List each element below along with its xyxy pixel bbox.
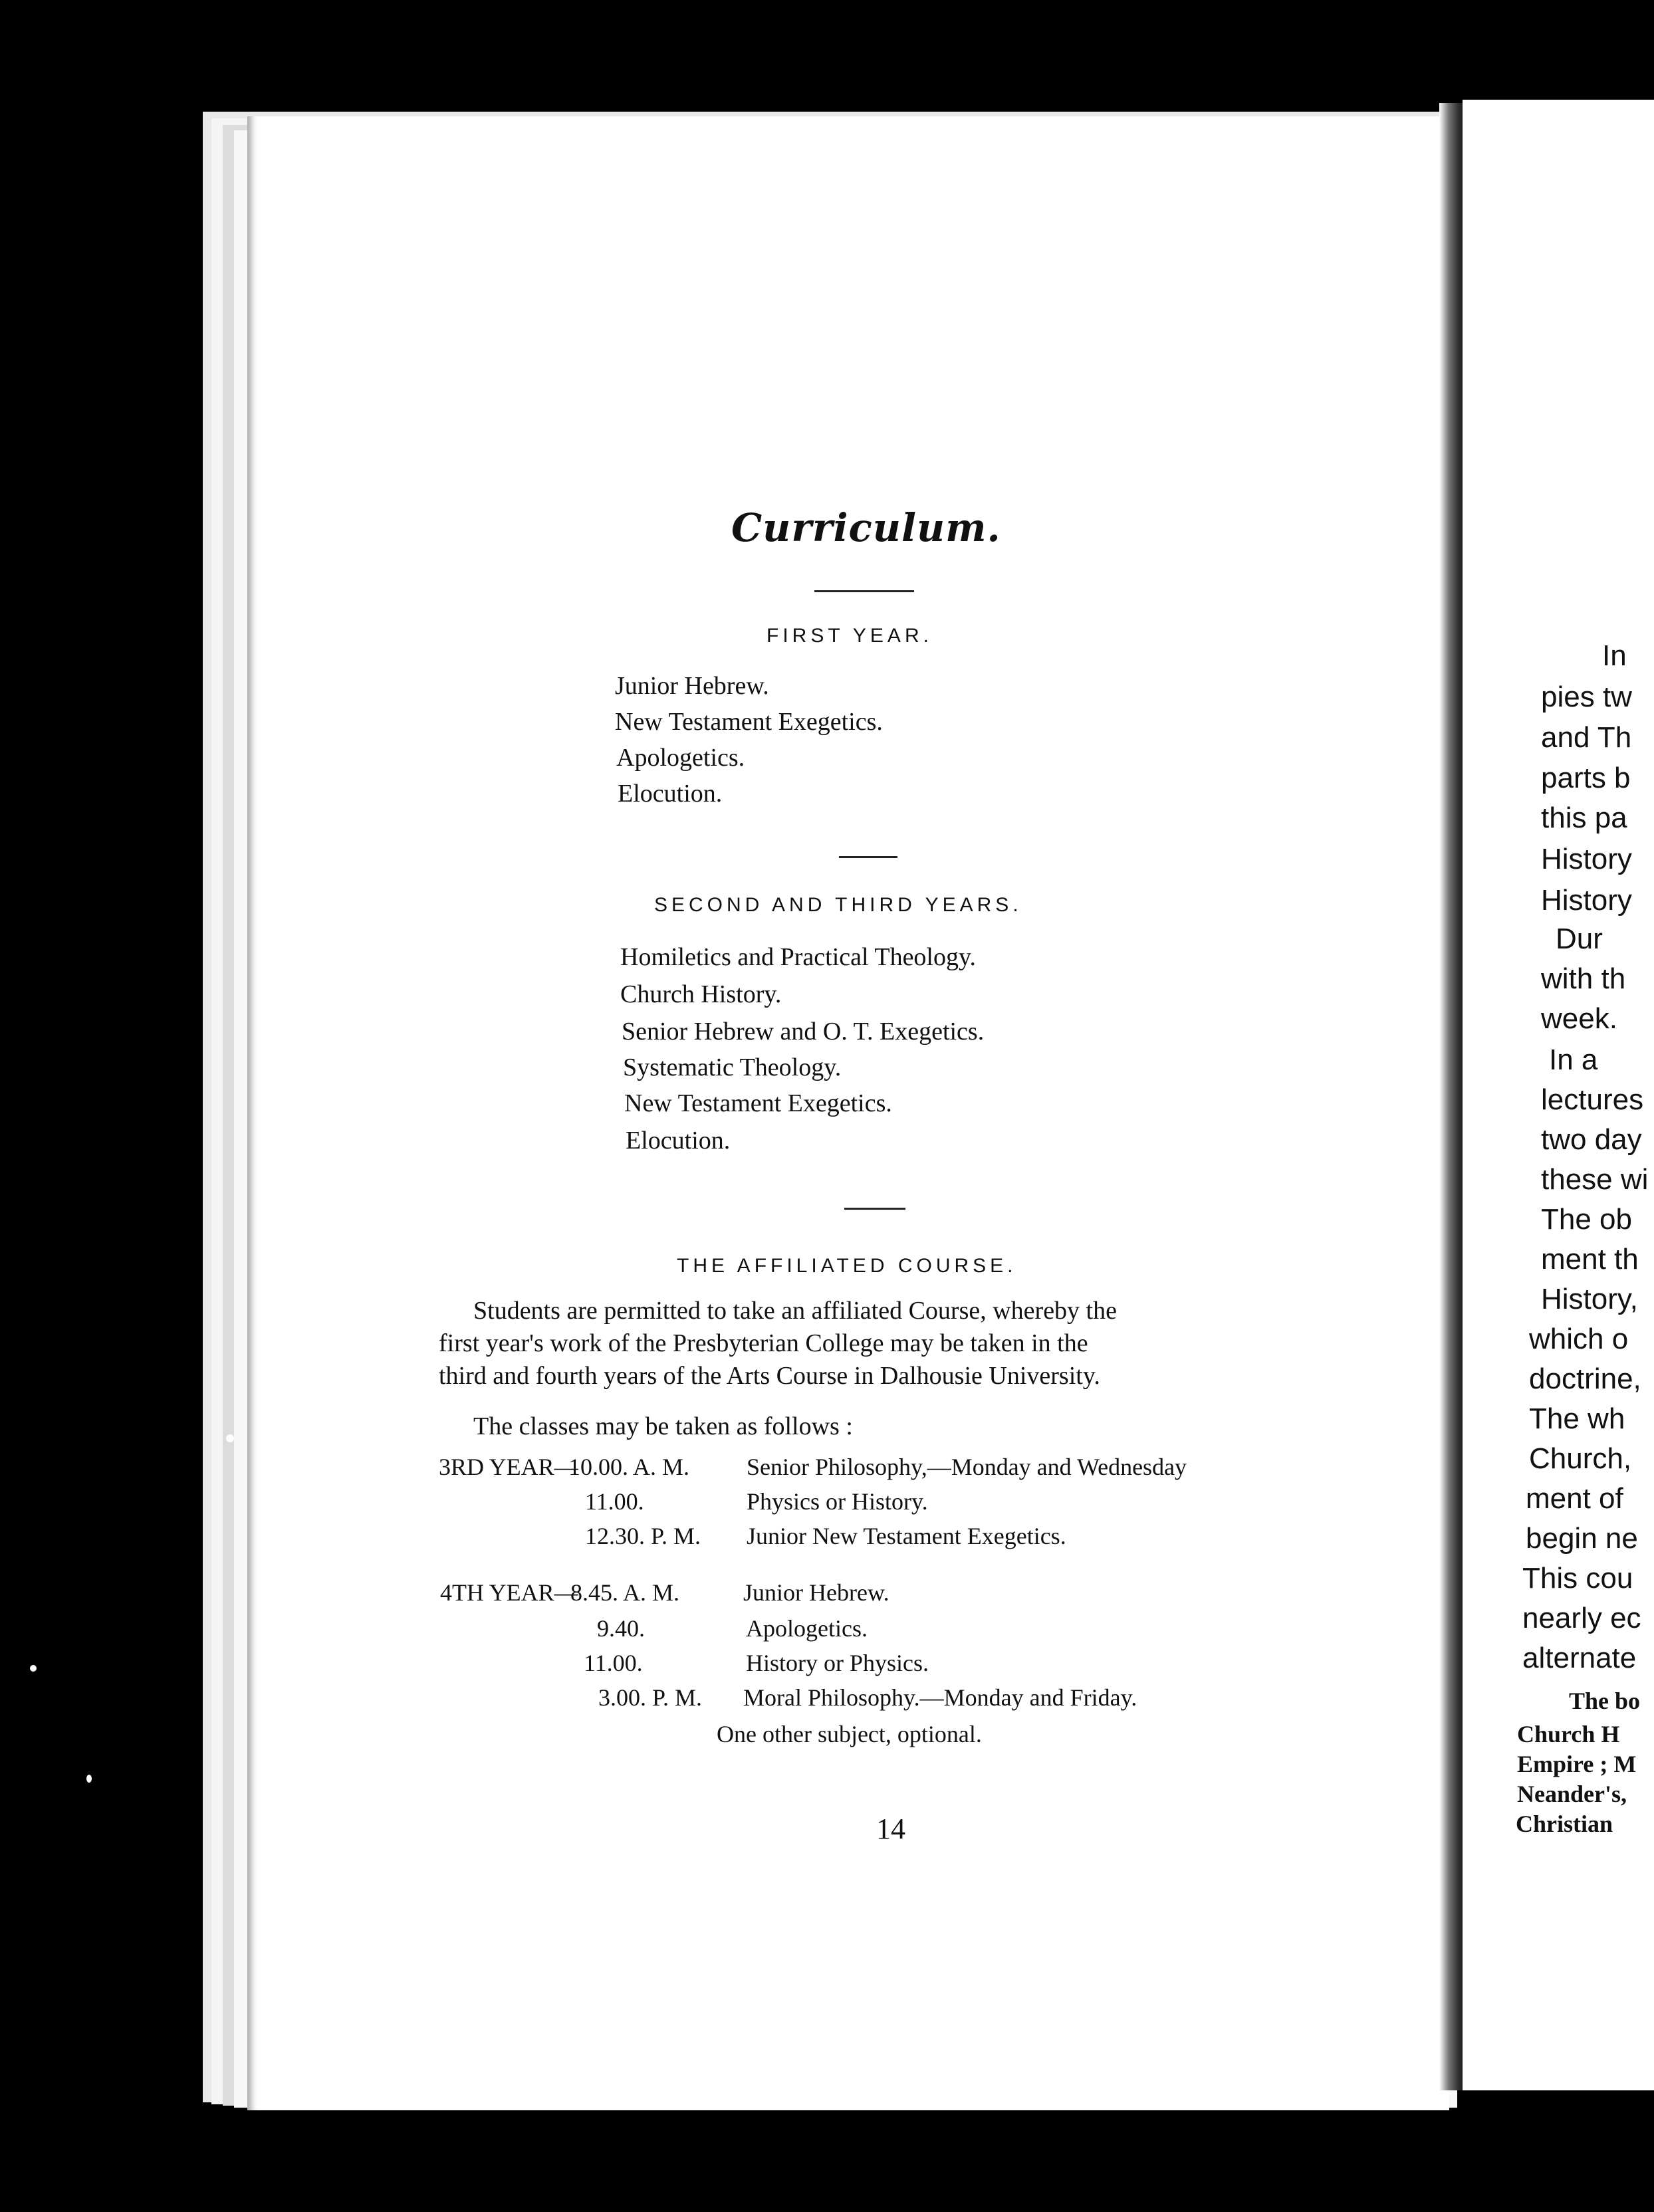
course-item: New Testament Exegetics. bbox=[615, 708, 883, 736]
schedule-time: 10.00. A. M. bbox=[568, 1454, 690, 1480]
book-gutter bbox=[1439, 103, 1466, 2090]
text-line: alternate bbox=[1522, 1642, 1637, 1674]
course-item: Apologetics. bbox=[616, 744, 745, 772]
course-item: Homiletics and Practical Theology. bbox=[620, 943, 977, 971]
section-heading: SECOND AND THIRD YEARS. bbox=[654, 894, 1022, 916]
text-line: This cou bbox=[1522, 1562, 1633, 1595]
schedule-time: 11.00. bbox=[585, 1488, 644, 1515]
paragraph-line: first year's work of the Presbyterian College may be taken in the bbox=[439, 1329, 1088, 1357]
text-line: two day bbox=[1541, 1123, 1642, 1156]
text-line: which o bbox=[1529, 1323, 1629, 1355]
text-line: In a bbox=[1549, 1044, 1598, 1076]
text-line: In bbox=[1602, 639, 1627, 672]
schedule-time: 8.45. A. M. bbox=[570, 1579, 680, 1606]
schedule-time: 9.40. bbox=[597, 1615, 645, 1642]
schedule-subject: Senior Philosophy,—Monday and Wednesday bbox=[747, 1454, 1187, 1480]
schedule-time: 12.30. P. M. bbox=[585, 1523, 701, 1549]
schedule-note: One other subject, optional. bbox=[717, 1721, 982, 1747]
text-line: History, bbox=[1541, 1283, 1638, 1315]
footnote-line: Neander's, bbox=[1517, 1781, 1627, 1807]
text-line: this pa bbox=[1541, 802, 1627, 834]
schedule-year: 3RD YEAR— bbox=[439, 1454, 578, 1480]
schedule-subject: Moral Philosophy.—Monday and Friday. bbox=[743, 1684, 1137, 1711]
course-item: Systematic Theology. bbox=[623, 1053, 842, 1081]
paragraph-line: The classes may be taken as follows : bbox=[473, 1412, 853, 1440]
schedule-subject: Junior Hebrew. bbox=[743, 1579, 889, 1606]
text-line: The wh bbox=[1529, 1402, 1625, 1435]
text-line: ment th bbox=[1541, 1243, 1639, 1275]
text-line: ment of bbox=[1526, 1482, 1623, 1515]
scan-speck bbox=[226, 1434, 234, 1442]
footnote-line: The bo bbox=[1569, 1688, 1641, 1714]
course-item: Elocution. bbox=[618, 780, 723, 808]
schedule-time: 3.00. P. M. bbox=[598, 1684, 703, 1711]
schedule-subject: History or Physics. bbox=[746, 1650, 929, 1676]
text-line: begin ne bbox=[1526, 1522, 1638, 1555]
scan-speck bbox=[30, 1665, 37, 1672]
footnote-line: Church H bbox=[1517, 1721, 1620, 1747]
text-line: Church, bbox=[1529, 1442, 1632, 1475]
schedule-subject: Apologetics. bbox=[746, 1615, 868, 1642]
schedule-year: 4TH YEAR— bbox=[440, 1579, 578, 1606]
page-number: 14 bbox=[876, 1813, 905, 1845]
text-line: History bbox=[1541, 843, 1632, 875]
text-line: doctrine, bbox=[1529, 1363, 1641, 1395]
section-heading: FIRST YEAR. bbox=[767, 625, 933, 647]
course-item: Junior Hebrew. bbox=[615, 672, 769, 700]
schedule-time: 11.00. bbox=[584, 1650, 643, 1676]
text-line: with th bbox=[1541, 962, 1626, 995]
paragraph-line: third and fourth years of the Arts Course in Dalhousie University. bbox=[439, 1362, 1100, 1390]
course-item: Elocution. bbox=[626, 1127, 731, 1155]
text-line: these wi bbox=[1541, 1163, 1649, 1196]
section-heading: THE AFFILIATED COURSE. bbox=[677, 1255, 1017, 1277]
course-item: Senior Hebrew and O. T. Exegetics. bbox=[622, 1018, 985, 1046]
text-line: nearly ec bbox=[1522, 1602, 1641, 1634]
footnote-line: Empire ; M bbox=[1517, 1751, 1637, 1777]
text-line: The ob bbox=[1541, 1203, 1632, 1236]
course-item: Church History. bbox=[620, 980, 782, 1008]
course-item: New Testament Exegetics. bbox=[624, 1089, 892, 1117]
text-line: parts b bbox=[1541, 762, 1631, 794]
paragraph-line: Students are permitted to take an affiliated Course, whereby the bbox=[473, 1297, 1117, 1325]
footnote-line: Christian bbox=[1516, 1811, 1613, 1837]
page-title: Curriculum. bbox=[731, 505, 1001, 550]
divider bbox=[839, 856, 897, 858]
text-line: and Th bbox=[1541, 721, 1632, 754]
text-line: Dur bbox=[1556, 923, 1603, 955]
text-line: week. bbox=[1541, 1002, 1617, 1035]
text-line: History bbox=[1541, 884, 1632, 917]
scan-speck bbox=[86, 1775, 92, 1783]
divider bbox=[814, 590, 914, 592]
schedule-subject: Junior New Testament Exegetics. bbox=[747, 1523, 1066, 1549]
text-line: pies tw bbox=[1541, 681, 1632, 713]
schedule-subject: Physics or History. bbox=[747, 1488, 928, 1515]
divider bbox=[844, 1208, 905, 1210]
text-line: lectures bbox=[1541, 1083, 1644, 1116]
